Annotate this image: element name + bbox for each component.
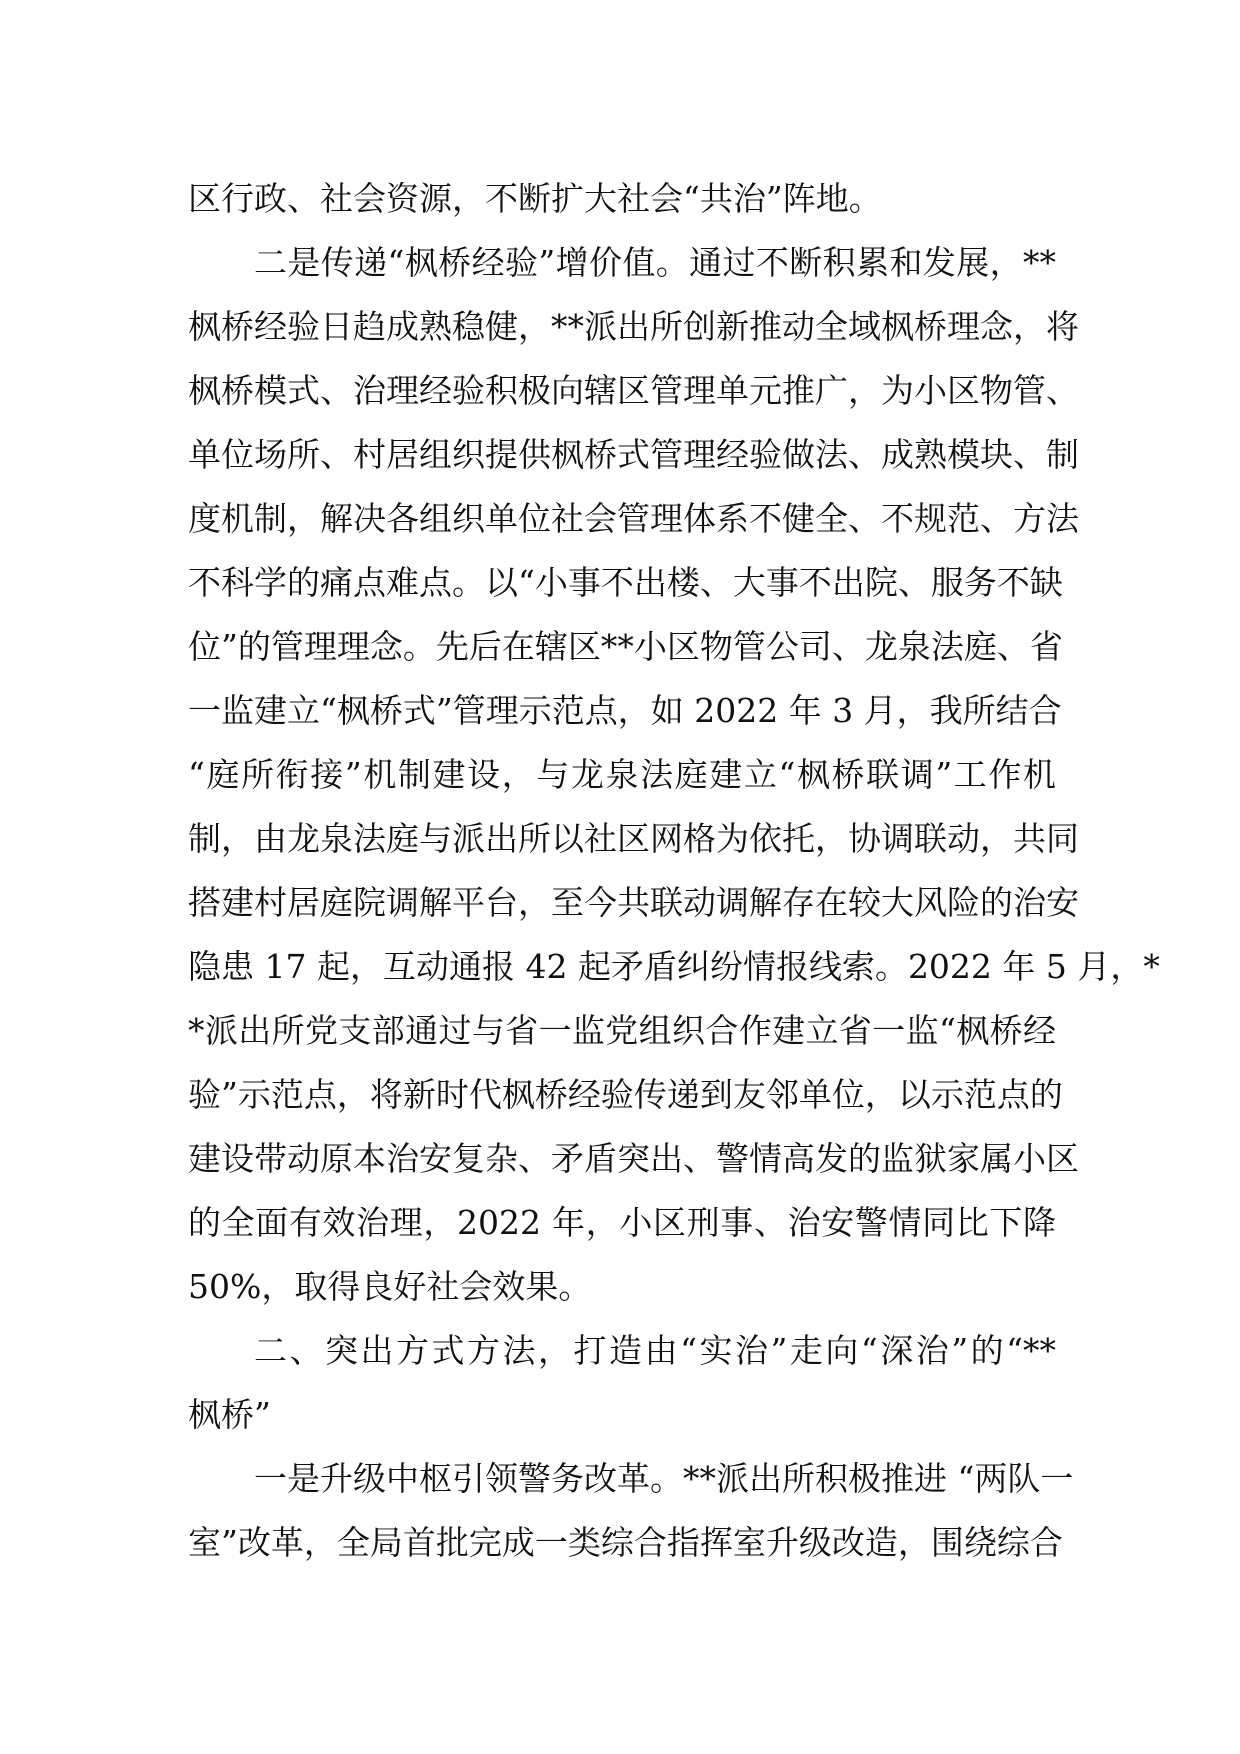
text-line: “庭所衔接”机制建设，与龙泉法庭建立“枫桥联调”工作机: [188, 755, 1056, 794]
paragraph-first-line: 二是传递“枫桥经验”增价值。通过不断积累和发展，**: [254, 243, 1056, 282]
text-line: 区行政、社会资源，不断扩大社会“共治”阵地。: [188, 179, 882, 218]
text-line: 枫桥模式、治理经验积极向辖区管理单元推广，为小区物管、: [188, 371, 1079, 410]
text-line: 隐患 17 起，互动通报 42 起矛盾纠纷情报线索。2022 年 5 月，*: [188, 947, 1160, 986]
text-line: 一监建立“枫桥式”管理示范点，如 2022 年 3 月，我所结合: [188, 691, 1062, 730]
text-line: 不科学的痛点难点。以“小事不出楼、大事不出院、服务不缺: [188, 563, 1063, 602]
paragraph-first-line: 一是升级中枢引领警务改革。**派出所积极推进 “两队一: [254, 1459, 1074, 1498]
text-line: 验”示范点，将新时代枫桥经验传递到友邻单位，以示范点的: [188, 1075, 1063, 1114]
document-body: [188, 167, 1160, 1575]
text-line: *派出所党支部通过与省一监党组织合作建立省一监“枫桥经: [188, 1011, 1056, 1050]
text-line: 的全面有效治理，2022 年，小区刑事、治安警情同比下降: [188, 1203, 1056, 1242]
text-line: 位”的管理理念。先后在辖区**小区物管公司、龙泉法庭、省: [188, 627, 1063, 666]
text-line: 度机制，解决各组织单位社会管理体系不健全、不规范、方法: [188, 499, 1079, 538]
text-line: 搭建村居庭院调解平台，至今共联动调解存在较大风险的治安: [188, 883, 1079, 922]
section-heading-continued: 枫桥”: [188, 1395, 271, 1434]
text-line: 建设带动原本治安复杂、矛盾突出、警情高发的监狱家属小区: [188, 1139, 1079, 1178]
text-line: 单位场所、村居组织提供枫桥式管理经验做法、成熟模块、制: [188, 435, 1079, 474]
text-line: 制，由龙泉法庭与派出所以社区网格为依托，协调联动，共同: [188, 819, 1079, 858]
text-line: 50%，取得良好社会效果。: [188, 1267, 592, 1306]
section-heading: 二、突出方式方法，打造由“实治”走向“深治”的“**: [254, 1331, 1056, 1370]
text-line: 枫桥经验日趋成熟稳健，**派出所创新推动全域枫桥理念，将: [188, 307, 1079, 346]
text-line: 室”改革，全局首批完成一类综合指挥室升级改造，围绕综合: [188, 1523, 1063, 1562]
